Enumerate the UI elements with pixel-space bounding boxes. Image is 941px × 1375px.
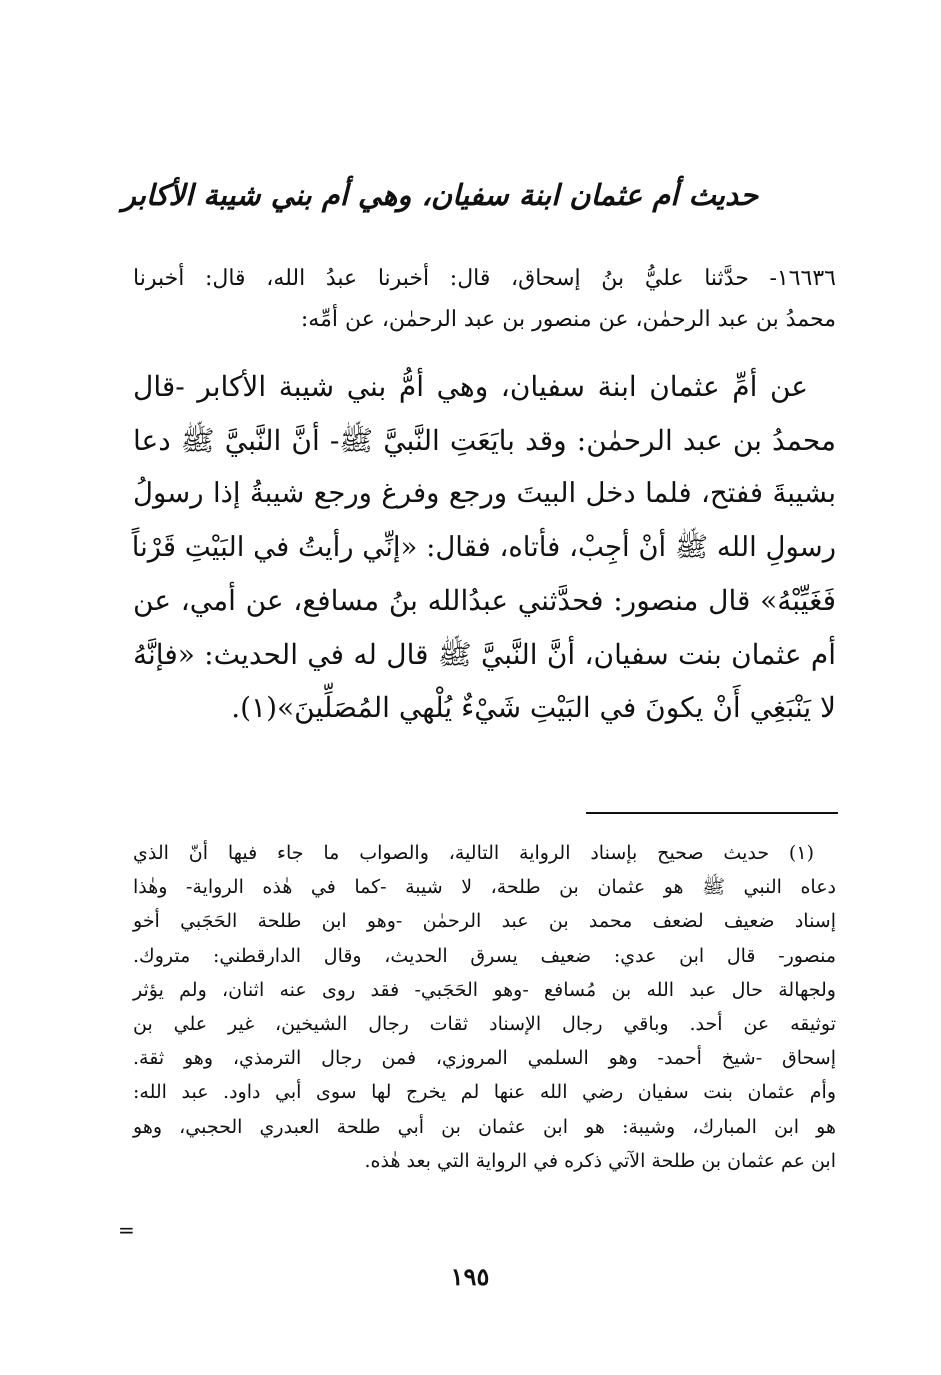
footnote-line: ولجهالة حال عبد الله بن مُسافع -وهو الحَجَبي- فقد روى عنه اثنان، ولم يؤثر xyxy=(133,978,836,1001)
footnote-line: وأم عثمان بنت سفيان رضي الله عنها لم يخرج لها سوى أبي داود. عبد الله: xyxy=(133,1081,836,1104)
footnote-line: دعاه النبي ﷺ هو عثمان بن طلحة، لا شيبة -كما في هٰذه الرواية- وهٰذا xyxy=(133,876,836,899)
footnote-line: منصور- قال ابن عدي: ضعيف يسرق الحديث، وقال الدارقطني: متروك. xyxy=(133,944,836,967)
hadith-line: بشيبةَ ففتح، فلما دخل البيتَ ورجع وفرغ ورجع شيبةُ إذا رسولُ xyxy=(133,477,836,509)
hadith-line: عن أمِّ عثمان ابنة سفيان، وهي أمُّ بني شيبة الأكابر -قال xyxy=(133,370,808,403)
hadith-text xyxy=(133,360,836,735)
isnad-line: محمدُ بن عبد الرحمٰن، عن منصور بن عبد الرحمٰن، عن أمِّه: xyxy=(300,307,836,332)
chapter-title: حديث أم عثمان ابنة سفيان، وهي أم بني شيبة الأكابر xyxy=(121,178,759,212)
hadith-line: لا يَنْبَغِي أَنْ يكونَ في البَيْتِ شَيْءٌ يُلْهي المُصَلِّينَ»(١). xyxy=(231,691,836,724)
hadith-line: محمدُ بن عبد الرحمٰن: وقد بايَعَتِ النَّبيَّ ﷺ- أنَّ النَّبيَّ ﷺ دعا xyxy=(133,423,836,457)
hadith-line: أم عثمان بنت سفيان، أنَّ النَّبيَّ ﷺ قال له في الحديث: «فإنَّهُ xyxy=(133,637,836,671)
footnote-line: (١) حديث صحيح بإسناد الرواية التالية، والصواب ما جاء فيها أنّ الذي xyxy=(133,842,814,864)
continuation-mark: = xyxy=(118,1218,135,1242)
footnote-line: ابن عم عثمان بن طلحة الآتي ذكره في الرواية التي بعد هٰذه. xyxy=(364,1149,836,1172)
hadith-isnad xyxy=(133,258,836,340)
hadith-line: رسولِ الله ﷺ أنْ أجِبْ، فأتاه، فقال: «إنِّي رأيتُ في البَيْتِ قَرْناً xyxy=(131,530,836,563)
footnote-divider xyxy=(586,812,838,814)
hadith-line: فَغَيِّبْهُ» قال منصور: فحدَّثني عبدُالله بنُ مسافع، عن أمي، عن xyxy=(133,584,836,617)
footnote-line: إسحاق -شيخ أحمد- وهو السلمي المروزي، فمن رجال الترمذي، وهو ثقة. xyxy=(133,1047,836,1070)
footnote xyxy=(133,836,836,1178)
footnote-line: هو ابن المبارك، وشيبة: هو ابن عثمان بن أبي طلحة العبدري الحجبي، وهو xyxy=(133,1115,836,1138)
isnad-line: ١٦٦٣٦- حدَّثنا عليُّ بنُ إسحاق، قال: أخبرنا عبدُ الله، قال: أخبرنا xyxy=(133,266,836,291)
footnote-line: إسناد ضعيف لضعف محمد بن عبد الرحمٰن -وهو ابن طلحة الحَجَبي أخو xyxy=(133,910,836,933)
footnote-line: توثيقه عن أحد. وباقي رجال الإسناد ثقات رجال الشيخين، غير علي بن xyxy=(133,1013,836,1036)
page-number: ١٩٥ xyxy=(450,1262,490,1291)
